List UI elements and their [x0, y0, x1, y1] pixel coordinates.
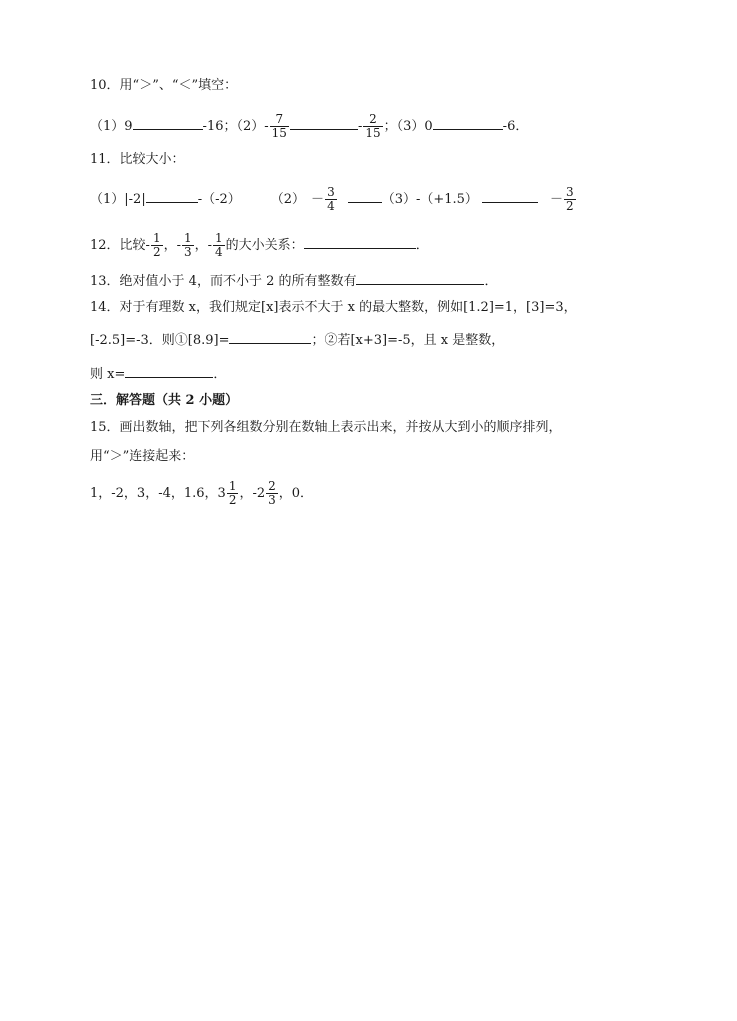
- q11-title: 11．比较大小：: [90, 152, 185, 167]
- fraction-numerator: 7: [270, 113, 289, 127]
- q10-fraction-2: [363, 113, 382, 140]
- q11-fraction-1: [325, 186, 337, 213]
- fraction-numerator: 3: [565, 185, 574, 199]
- fraction-denominator: 15: [365, 126, 381, 140]
- q13-end: ．: [484, 274, 498, 289]
- fraction-numerator: 2: [268, 479, 276, 493]
- section-3-heading: 三．解答题（共 2 小题）: [90, 393, 239, 408]
- q14-part-a: [-2.5]=-3．则①[8.9]=: [90, 333, 230, 348]
- q14-line-2: [90, 329, 504, 351]
- q11-part1: （1）|-2|: [90, 192, 146, 207]
- q14-blank-1[interactable]: [229, 329, 311, 344]
- q14-line-1: 14．对于有理数 x，我们规定[x]表示不大于 x 的最大整数，例如[1.2]=1，[3]=3，: [90, 300, 577, 315]
- fraction-denominator: 3: [183, 245, 192, 259]
- q12-line: [90, 232, 429, 259]
- fraction-denominator: 2: [228, 493, 237, 507]
- q10-title: 10．用“＞”、“＜”填空：: [90, 78, 238, 93]
- q12-sep-2: ，-: [194, 238, 213, 253]
- q15-nums-a: 1，-2，3，-4，1.6，3: [90, 486, 226, 501]
- q10-part3: ；（3）0: [383, 119, 433, 134]
- q11-part1-tail: -（-2）: [197, 192, 241, 207]
- q15-fraction-2: [266, 480, 278, 507]
- fraction-numerator: 3: [327, 185, 335, 199]
- fraction-denominator: 4: [215, 245, 223, 259]
- q12-fraction-2: [182, 232, 194, 259]
- fraction-numerator: 1: [228, 479, 237, 493]
- fraction-denominator: 2: [565, 199, 574, 213]
- q10-items: [90, 113, 528, 140]
- q10-part3-tail: -6．: [502, 119, 529, 134]
- q14-part-d: ．: [213, 367, 227, 382]
- q12-end: ．: [415, 238, 429, 253]
- fraction-numerator: 1: [152, 231, 161, 245]
- q14-part-b: ；②若[x+3]=-5，且 x 是整数，: [311, 333, 505, 348]
- q11-blank-3[interactable]: [482, 188, 538, 203]
- q12-fraction-3: [213, 232, 225, 259]
- q14-part-c: 则 x=: [90, 367, 126, 382]
- q15-nums-b: ，0．: [278, 486, 314, 501]
- q13-line: [90, 270, 498, 292]
- q10-part1: （1）9: [90, 119, 133, 134]
- q15-line-2: 用“＞”连接起来：: [90, 449, 195, 464]
- q10-blank-1[interactable]: [133, 115, 203, 130]
- q15-line-1: 15．画出数轴，把下列各组数分别在数轴上表示出来，并按从大到小的顺序排列，: [90, 420, 562, 435]
- fraction-numerator: 1: [183, 231, 192, 245]
- q11-part3: （3）-（+1.5）: [381, 192, 478, 207]
- q11-blank-2[interactable]: [348, 188, 382, 203]
- fraction-numerator: 2: [363, 113, 382, 127]
- fraction-denominator: 2: [152, 245, 161, 259]
- q10-blank-3[interactable]: [433, 115, 503, 130]
- fraction-denominator: 15: [271, 126, 287, 140]
- q13-text: 13．绝对值小于 4，而不小于 2 的所有整数有: [90, 274, 357, 289]
- q11-minus-1: －: [311, 192, 325, 207]
- q11-minus-2: －: [549, 192, 563, 207]
- q10-fraction-1: [270, 113, 289, 140]
- q10-part1-tail: -16；（2）-: [202, 119, 269, 134]
- q12-blank[interactable]: [304, 234, 416, 249]
- q10-blank-2[interactable]: [290, 115, 358, 130]
- q11-part2: （2）: [270, 192, 306, 207]
- q12-lead: 12．比较-: [90, 238, 150, 253]
- q15-sep: ，-2: [239, 486, 266, 501]
- q14-blank-2[interactable]: [125, 363, 213, 378]
- q12-tail: 的大小关系：: [225, 238, 304, 253]
- fraction-denominator: 4: [327, 199, 335, 213]
- q12-sep-1: ，-: [163, 238, 181, 253]
- q11-items: [90, 186, 577, 213]
- q15-fraction-1: [227, 480, 239, 507]
- q15-numbers: [90, 480, 313, 507]
- q10-part2-mid: -: [357, 119, 363, 134]
- fraction-denominator: 3: [268, 493, 276, 507]
- q11-blank-1[interactable]: [146, 188, 198, 203]
- q14-line-3: [90, 363, 226, 385]
- fraction-numerator: 1: [215, 231, 223, 245]
- q11-fraction-2: [564, 186, 576, 213]
- q13-blank[interactable]: [356, 270, 484, 285]
- q12-fraction-1: [151, 232, 163, 259]
